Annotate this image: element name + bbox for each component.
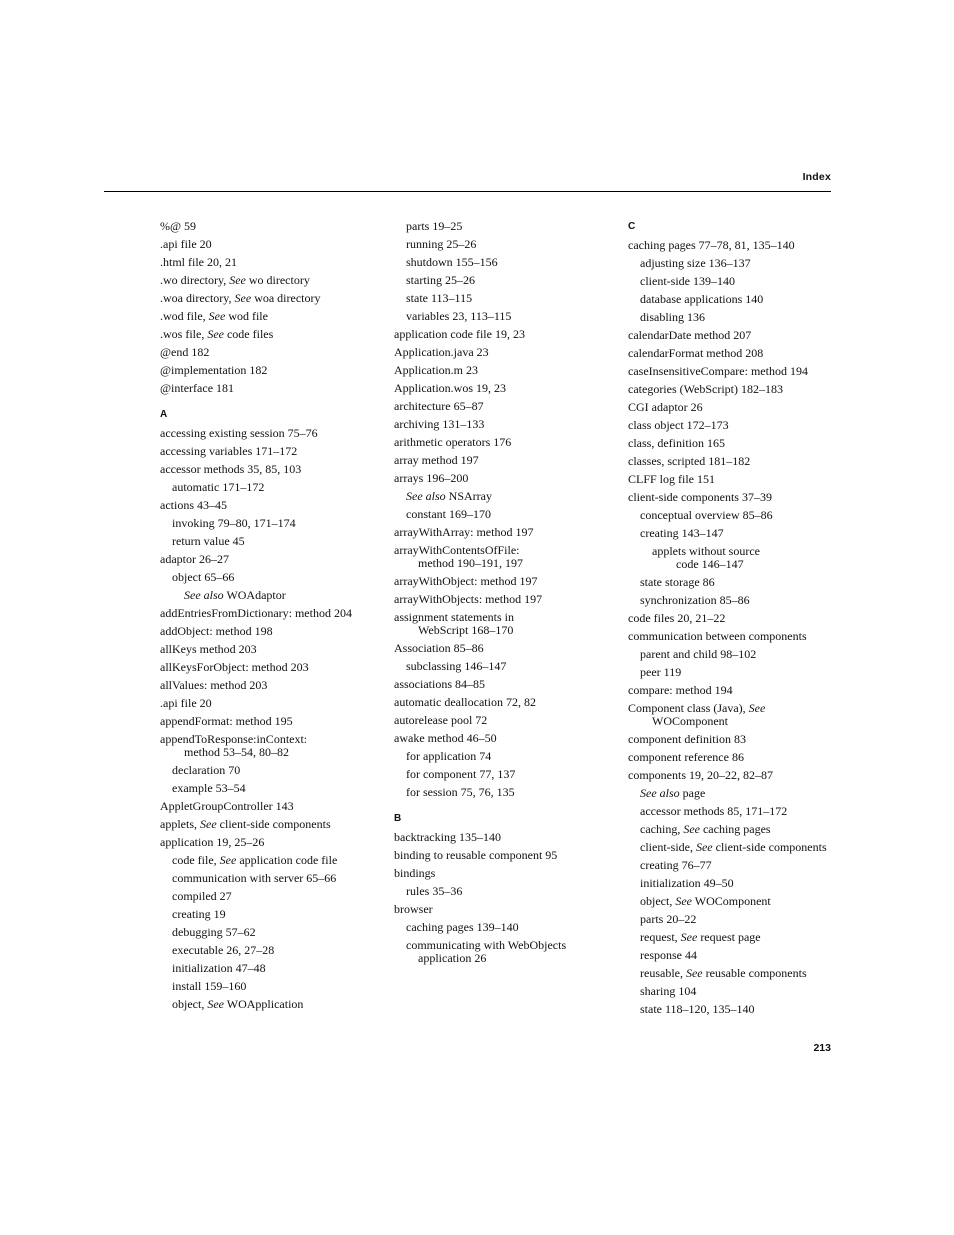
entry-text: NSArray xyxy=(445,489,492,503)
index-entry xyxy=(394,382,624,395)
index-subentry xyxy=(160,872,390,885)
entry-text: Component class (Java), xyxy=(628,701,749,715)
index-entry xyxy=(160,328,390,341)
index-subentry xyxy=(628,311,838,324)
index-subentry xyxy=(394,939,624,965)
entry-text: binding to reusable component 95 xyxy=(394,848,558,862)
index-entry xyxy=(394,831,624,844)
index-entry xyxy=(160,607,390,620)
page-number: 213 xyxy=(813,1042,831,1054)
index-entry xyxy=(394,903,624,916)
entry-text: code files xyxy=(223,327,274,341)
index-subentry xyxy=(628,985,838,998)
entry-text: .html file 20, 21 xyxy=(160,255,237,269)
see-reference: See xyxy=(680,930,698,944)
entry-text: arrayWithObjects: method 197 xyxy=(394,592,543,606)
index-entry xyxy=(160,553,390,566)
entry-text: Application.m 23 xyxy=(394,363,478,377)
entry-text: @end 182 xyxy=(160,345,210,359)
index-entry xyxy=(394,364,624,377)
index-entry xyxy=(394,575,624,588)
index-entry xyxy=(160,679,390,692)
entry-text: awake method 46–50 xyxy=(394,731,497,745)
index-subentry xyxy=(160,782,390,795)
entry-text: .api file 20 xyxy=(160,237,212,251)
index-entry xyxy=(160,715,390,728)
index-subentry xyxy=(160,854,390,867)
entry-text: component reference 86 xyxy=(628,750,744,764)
see-reference: See xyxy=(695,840,713,854)
index-subentry xyxy=(628,509,838,522)
entry-text: Application.wos 19, 23 xyxy=(394,381,506,395)
see-reference: See xyxy=(234,291,252,305)
index-subentry xyxy=(628,275,838,288)
index-entry xyxy=(628,491,838,504)
index-entry xyxy=(628,455,838,468)
entry-text: addEntriesFromDictionary: method 204 xyxy=(160,606,352,620)
index-subentry xyxy=(628,913,838,926)
index-subentry xyxy=(628,666,838,679)
index-subentry xyxy=(160,589,390,602)
entry-text: arithmetic operators 176 xyxy=(394,435,512,449)
index-entry xyxy=(628,769,838,782)
entry-text: reusable components xyxy=(702,966,807,980)
entry-text: archiving 131–133 xyxy=(394,417,485,431)
entry-text: allKeys method 203 xyxy=(160,642,257,656)
entry-text: .woa directory, xyxy=(160,291,235,305)
entry-text: accessor methods 85, 171–172 xyxy=(640,804,788,818)
entry-text: backtracking 135–140 xyxy=(394,830,501,844)
entry-text: assignment statements in xyxy=(394,610,514,624)
index-column-3 xyxy=(628,220,838,1021)
index-entry xyxy=(628,612,838,625)
index-subentry xyxy=(628,257,838,270)
see-reference: See xyxy=(683,822,700,836)
see-reference: See xyxy=(207,327,224,341)
index-entry xyxy=(160,346,390,359)
entry-text: request, xyxy=(640,930,681,944)
entry-continuation: code 146–147 xyxy=(676,557,744,571)
index-subentry xyxy=(628,823,838,836)
index-entry xyxy=(628,401,838,414)
entry-continuation: WOComponent xyxy=(652,714,728,728)
entry-text: client-side components 37–39 xyxy=(628,490,772,504)
entry-text: autorelease pool 72 xyxy=(394,713,488,727)
entry-text: automatic deallocation 72, 82 xyxy=(394,695,536,709)
index-entry xyxy=(160,364,390,377)
index-subentry xyxy=(394,885,624,898)
entry-text: example 53–54 xyxy=(172,781,246,795)
index-entry xyxy=(160,238,390,251)
entry-text: .api file 20 xyxy=(160,696,212,710)
entry-text: return value 45 xyxy=(172,534,245,548)
index-entry xyxy=(628,684,838,697)
index-entry xyxy=(160,818,390,831)
entry-text: browser xyxy=(394,902,433,916)
see-reference: See xyxy=(685,966,703,980)
index-entry xyxy=(628,702,838,728)
entry-text: WOAdaptor xyxy=(223,588,286,602)
entry-text: arrayWithObject: method 197 xyxy=(394,574,538,588)
entry-text: arrays 196–200 xyxy=(394,471,469,485)
entry-text: calendarFormat method 208 xyxy=(628,346,764,360)
index-entry xyxy=(628,329,838,342)
entry-text: variables 23, 113–115 xyxy=(406,309,512,323)
entry-text: components 19, 20–22, 82–87 xyxy=(628,768,773,782)
entry-text: invoking 79–80, 171–174 xyxy=(172,516,296,530)
entry-text: appendToResponse:inContext: xyxy=(160,732,308,746)
index-entry xyxy=(394,526,624,539)
entry-text: class object 172–173 xyxy=(628,418,729,432)
index-entry xyxy=(394,696,624,709)
entry-text: CLFF log file 151 xyxy=(628,472,716,486)
index-entry xyxy=(394,328,624,341)
index-subentry xyxy=(394,256,624,269)
index-entry xyxy=(160,220,390,233)
index-entry xyxy=(394,849,624,862)
index-subentry xyxy=(628,859,838,872)
entry-text: .wos file, xyxy=(160,327,208,341)
entry-text: page xyxy=(679,786,706,800)
entry-text: allKeysForObject: method 203 xyxy=(160,660,309,674)
index-subentry xyxy=(394,660,624,673)
see-reference: See also xyxy=(640,786,680,800)
entry-text: debugging 57–62 xyxy=(172,925,256,939)
index-subentry xyxy=(394,768,624,781)
entry-text: addObject: method 198 xyxy=(160,624,273,638)
index-subentry xyxy=(628,648,838,661)
entry-text: application code file xyxy=(236,853,338,867)
index-subentry xyxy=(628,967,838,980)
entry-text: starting 25–26 xyxy=(406,273,475,287)
entry-text: adaptor 26–27 xyxy=(160,552,229,566)
see-reference: See xyxy=(208,309,226,323)
entry-text: reusable, xyxy=(640,966,686,980)
index-subentry xyxy=(628,1003,838,1016)
entry-text: install 159–160 xyxy=(172,979,247,993)
index-entry xyxy=(394,400,624,413)
entry-text: code file, xyxy=(172,853,220,867)
index-entry xyxy=(628,419,838,432)
entry-text: object, xyxy=(172,997,208,1011)
index-entry xyxy=(394,454,624,467)
entry-text: running 25–26 xyxy=(406,237,477,251)
index-entry xyxy=(394,418,624,431)
entry-text: woa directory xyxy=(251,291,321,305)
entry-text: client-side 139–140 xyxy=(640,274,735,288)
entry-text: sharing 104 xyxy=(640,984,697,998)
entry-text: bindings xyxy=(394,866,436,880)
index-entry xyxy=(628,473,838,486)
index-subentry xyxy=(628,805,838,818)
see-reference: See xyxy=(219,853,237,867)
entry-text: automatic 171–172 xyxy=(172,480,265,494)
entry-continuation: method 53–54, 80–82 xyxy=(184,745,289,759)
index-entry xyxy=(394,544,624,570)
entry-text: initialization 49–50 xyxy=(640,876,734,890)
section-letter-c: C xyxy=(628,221,636,232)
index-subentry xyxy=(628,576,838,589)
entry-text: synchronization 85–86 xyxy=(640,593,750,607)
index-entry xyxy=(160,256,390,269)
section-letter-a: A xyxy=(160,409,168,420)
index-subentry xyxy=(394,490,624,503)
entry-text: calendarDate method 207 xyxy=(628,328,752,342)
entry-text: compare: method 194 xyxy=(628,683,733,697)
index-subentry xyxy=(628,931,838,944)
entry-text: creating 143–147 xyxy=(640,526,724,540)
entry-text: component definition 83 xyxy=(628,732,746,746)
index-subentry xyxy=(394,310,624,323)
index-subentry xyxy=(628,594,838,607)
entry-text: caching pages 139–140 xyxy=(406,920,519,934)
entry-text: allValues: method 203 xyxy=(160,678,268,692)
index-entry xyxy=(394,732,624,745)
index-subentry xyxy=(160,998,390,1011)
section-letter-b: B xyxy=(394,813,402,824)
index-entry xyxy=(394,678,624,691)
index-entry xyxy=(160,292,390,305)
entry-text: @implementation 182 xyxy=(160,363,268,377)
entry-text: state 118–120, 135–140 xyxy=(640,1002,755,1016)
entry-text: @interface 181 xyxy=(160,381,235,395)
index-entry xyxy=(160,661,390,674)
index-entry xyxy=(628,347,838,360)
entry-text: state storage 86 xyxy=(640,575,715,589)
entry-text: for session 75, 76, 135 xyxy=(406,785,515,799)
see-reference: See also xyxy=(406,489,446,503)
index-subentry xyxy=(160,890,390,903)
entry-text: appendFormat: method 195 xyxy=(160,714,293,728)
entry-text: wod file xyxy=(225,309,268,323)
index-entry xyxy=(394,593,624,606)
entry-text: applets, xyxy=(160,817,200,831)
entry-text: executable 26, 27–28 xyxy=(172,943,275,957)
index-subentry xyxy=(628,877,838,890)
entry-text: shutdown 155–156 xyxy=(406,255,498,269)
entry-text: caseInsensitiveCompare: method 194 xyxy=(628,364,808,378)
index-entry xyxy=(160,625,390,638)
index-subentry xyxy=(160,962,390,975)
entry-continuation: WebScript 168–170 xyxy=(418,623,514,637)
index-subentry xyxy=(394,238,624,251)
entry-text: constant 169–170 xyxy=(406,507,491,521)
entry-text: subclassing 146–147 xyxy=(406,659,507,673)
entry-text: .wo directory, xyxy=(160,273,230,287)
see-reference: See xyxy=(200,817,217,831)
index-entry xyxy=(160,274,390,287)
index-entry xyxy=(160,310,390,323)
index-column-1 xyxy=(160,220,390,1016)
index-subentry xyxy=(160,481,390,494)
entry-text: actions 43–45 xyxy=(160,498,227,512)
index-entry xyxy=(160,643,390,656)
entry-text: arrayWithContentsOfFile: xyxy=(394,543,520,557)
entry-text: initialization 47–48 xyxy=(172,961,266,975)
index-entry xyxy=(160,499,390,512)
entry-text: application code file 19, 23 xyxy=(394,327,525,341)
index-subentry xyxy=(394,921,624,934)
entry-text: disabling 136 xyxy=(640,310,705,324)
entry-text: parts 19–25 xyxy=(406,219,463,233)
entry-text: conceptual overview 85–86 xyxy=(640,508,773,522)
index-entry xyxy=(394,714,624,727)
entry-text: WOComponent xyxy=(691,894,771,908)
see-reference: See xyxy=(207,997,224,1011)
running-header: Index xyxy=(802,171,831,183)
index-subentry xyxy=(394,292,624,305)
index-entry xyxy=(394,642,624,655)
index-subentry xyxy=(628,545,838,571)
index-subentry xyxy=(160,571,390,584)
entry-text: creating 76–77 xyxy=(640,858,712,872)
entry-text: for component 77, 137 xyxy=(406,767,516,781)
entry-text: caching pages 77–78, 81, 135–140 xyxy=(628,238,795,252)
index-subentry xyxy=(628,527,838,540)
entry-text: state 113–115 xyxy=(406,291,473,305)
entry-text: wo directory xyxy=(245,273,310,287)
entry-text: adjusting size 136–137 xyxy=(640,256,751,270)
index-subentry xyxy=(394,786,624,799)
index-subentry xyxy=(160,944,390,957)
entry-text: WOApplication xyxy=(223,997,304,1011)
entry-text: accessing variables 171–172 xyxy=(160,444,298,458)
index-entry xyxy=(160,463,390,476)
index-subentry xyxy=(394,274,624,287)
index-entry xyxy=(160,733,390,759)
entry-text: peer 119 xyxy=(640,665,682,679)
entry-text: array method 197 xyxy=(394,453,479,467)
entry-text: Application.java 23 xyxy=(394,345,489,359)
entry-text: class, definition 165 xyxy=(628,436,725,450)
index-subentry xyxy=(394,508,624,521)
header-rule xyxy=(104,191,831,192)
index-entry xyxy=(394,611,624,637)
entry-text: creating 19 xyxy=(172,907,226,921)
see-reference: See xyxy=(748,701,766,715)
index-entry xyxy=(628,239,838,252)
index-entry xyxy=(394,346,624,359)
entry-text: associations 84–85 xyxy=(394,677,485,691)
entry-text: caching, xyxy=(640,822,684,836)
index-entry xyxy=(628,437,838,450)
entry-text: CGI adaptor 26 xyxy=(628,400,703,414)
entry-text: AppletGroupController 143 xyxy=(160,799,294,813)
index-subentry xyxy=(628,787,838,800)
index-subentry xyxy=(160,908,390,921)
index-entry xyxy=(628,751,838,764)
entry-text: object, xyxy=(640,894,676,908)
index-subentry xyxy=(160,980,390,993)
index-subentry xyxy=(628,293,838,306)
entry-text: rules 35–36 xyxy=(406,884,463,898)
see-reference: See also xyxy=(184,588,224,602)
entry-text: communication with server 65–66 xyxy=(172,871,337,885)
entry-text: client-side components xyxy=(216,817,331,831)
entry-text: parent and child 98–102 xyxy=(640,647,757,661)
entry-text: application 19, 25–26 xyxy=(160,835,265,849)
index-subentry xyxy=(160,926,390,939)
index-entry xyxy=(394,436,624,449)
entry-text: accessor methods 35, 85, 103 xyxy=(160,462,302,476)
index-subentry xyxy=(628,895,838,908)
entry-text: Association 85–86 xyxy=(394,641,484,655)
entry-text: declaration 70 xyxy=(172,763,241,777)
index-entry xyxy=(160,697,390,710)
entry-text: applets without source xyxy=(652,544,760,558)
entry-text: parts 20–22 xyxy=(640,912,697,926)
entry-text: communicating with WebObjects xyxy=(406,938,567,952)
entry-text: architecture 65–87 xyxy=(394,399,484,413)
index-entry xyxy=(160,382,390,395)
index-subentry xyxy=(394,220,624,233)
index-subentry xyxy=(628,949,838,962)
index-entry xyxy=(394,867,624,880)
entry-text: %@ 59 xyxy=(160,219,197,233)
entry-text: client-side components xyxy=(712,840,827,854)
see-reference: See xyxy=(675,894,692,908)
entry-text: object 65–66 xyxy=(172,570,235,584)
index-entry xyxy=(628,383,838,396)
index-entry xyxy=(160,445,390,458)
index-entry xyxy=(394,472,624,485)
entry-continuation: application 26 xyxy=(418,951,487,965)
entry-text: client-side, xyxy=(640,840,696,854)
entry-text: .wod file, xyxy=(160,309,209,323)
entry-text: caching pages xyxy=(699,822,771,836)
index-subentry xyxy=(628,841,838,854)
entry-text: classes, scripted 181–182 xyxy=(628,454,751,468)
index-entry xyxy=(160,800,390,813)
entry-text: database applications 140 xyxy=(640,292,764,306)
entry-text: code files 20, 21–22 xyxy=(628,611,726,625)
index-subentry xyxy=(394,750,624,763)
index-subentry xyxy=(160,517,390,530)
entry-text: for application 74 xyxy=(406,749,492,763)
index-entry xyxy=(628,365,838,378)
entry-text: accessing existing session 75–76 xyxy=(160,426,318,440)
index-entry xyxy=(628,733,838,746)
entry-text: compiled 27 xyxy=(172,889,232,903)
entry-text: arrayWithArray: method 197 xyxy=(394,525,534,539)
index-column-2 xyxy=(394,220,624,970)
index-entry xyxy=(160,427,390,440)
entry-text: categories (WebScript) 182–183 xyxy=(628,382,783,396)
entry-text: response 44 xyxy=(640,948,697,962)
index-entry xyxy=(628,630,838,643)
index-entry xyxy=(160,836,390,849)
index-subentry xyxy=(160,535,390,548)
entry-text: request page xyxy=(697,930,761,944)
entry-continuation: method 190–191, 197 xyxy=(418,556,523,570)
see-reference: See xyxy=(229,273,246,287)
entry-text: communication between components xyxy=(628,629,807,643)
index-subentry xyxy=(160,764,390,777)
